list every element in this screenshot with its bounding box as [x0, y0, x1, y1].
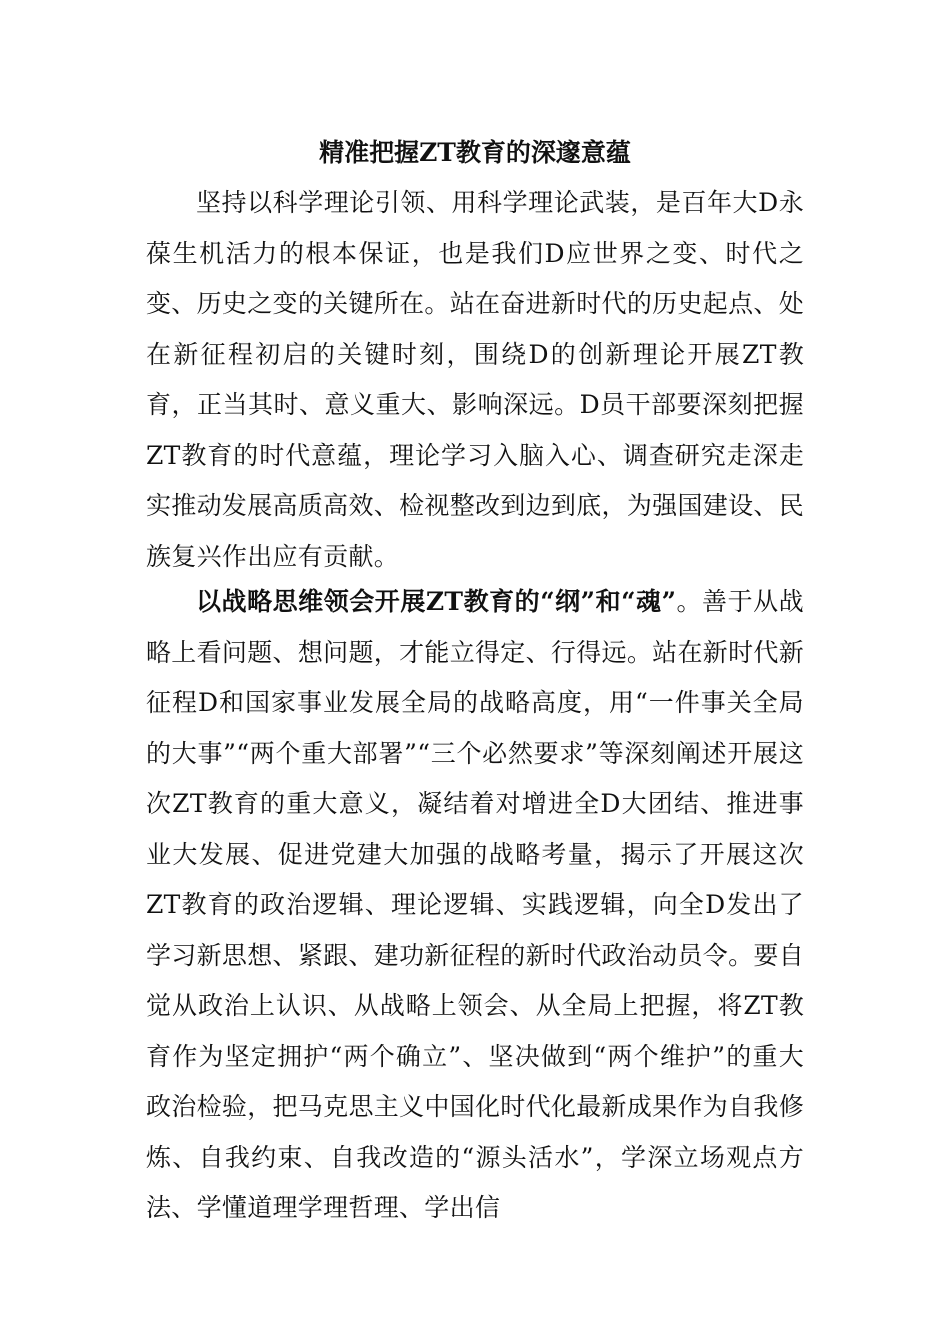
paragraph-2 — [146, 577, 804, 1234]
paragraph-2-lead: 以战略思维领会开展ZT教育的“纲”和“魂” — [196, 587, 677, 616]
paragraph-1 — [146, 178, 804, 582]
paragraph-2-text: 。善于从战略上看问题、想问题，才能立得定、行得远。站在新时代新征程D和国家事业发展全局的战略高度，用“一件事关全局的大事”“两个重大部署”“三个必然要求”等深刻阐述开展这次ZT教育的重大意义，凝结着对增进全D大团结、推进事业大发展、促进党建大加强的战略考量，揭示了开展这次ZT教育的政治逻辑、理论逻辑、实践逻辑，向全D发出了学习新思想、紧跟、建功新征程的新时代政治动员令。要自觉从政治上认识、从战略上领会、从全局上把握，将ZT教育作为坚定拥护“两个确立”、坚决做到“两个维护”的重大政治检验，把马克思主义中国化时代化最新成果作为自我修炼、自我约束、自我改造的“源头活水”，学深立场观点方法、学懂道理学理哲理、学出信 — [146, 587, 804, 1222]
paragraph-1-text: 坚持以科学理论引领、用科学理论武装，是百年大D永葆生机活力的根本保证，也是我们D应世界之变、时代之变、历史之变的关键所在。站在奋进新时代的历史起点、处在新征程初启的关键时刻，围绕D的创新理论开展ZT教育，正当其时、意义重大、影响深远。D员干部要深刻把握ZT教育的时代意蕴，理论学习入脑入心、调查研究走深走实推动发展高质高效、检视整改到边到底，为强国建设、民族复兴作出应有贡献。 — [146, 188, 804, 571]
document-title: 精准把握ZT教育的深邃意蕴 — [319, 138, 631, 167]
